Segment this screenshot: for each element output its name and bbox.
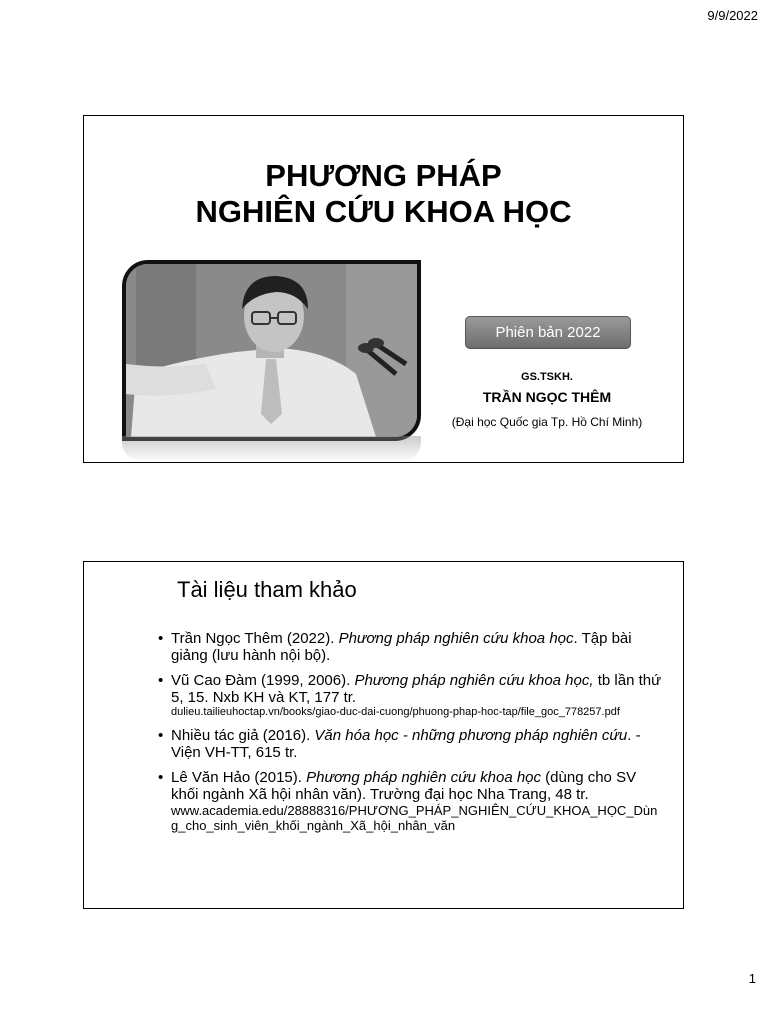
photo-reflection	[122, 436, 421, 462]
slide-title-line2: NGHIÊN CỨU KHOA HỌC	[195, 194, 572, 229]
reference-url[interactable]: dulieu.tailieuhoctap.vn/books/giao-duc-dai-cuong/phuong-phap-hoc-tap/file_goc_778257.pdf	[171, 706, 620, 718]
author-affiliation: (Đại học Quốc gia Tp. Hồ Chí Minh)	[451, 415, 643, 429]
author-photo	[122, 260, 421, 441]
reference-author: Trần Ngọc Thêm (2022).	[171, 630, 339, 647]
author-name: TRẦN NGỌC THÊM	[482, 389, 612, 405]
reference-details: . Tập bài giảng (lưu hành nội bộ).	[171, 630, 632, 664]
reference-title: Phương pháp nghiên cứu khoa học,	[354, 672, 594, 689]
page-number: 1	[748, 971, 756, 986]
reference-author: Nhiều tác giả (2016).	[171, 727, 315, 744]
reference-title: Phương pháp nghiên cứu khoa học	[306, 769, 542, 786]
reference-author: Vũ Cao Đàm	[171, 672, 257, 689]
reference-year: (1999, 2006).	[256, 672, 355, 689]
slide-title	[84, 158, 683, 230]
title-slide	[83, 115, 684, 463]
slide-title-line1: PHƯƠNG PHÁP	[265, 158, 502, 193]
bullet: •	[158, 727, 164, 744]
reference-url[interactable]: www.academia.edu/28888316/PHƯƠNG_PHÁP_NGHIÊN_CỨU_KHOA_HỌC_Dùng_cho_sinh_viên_khối_ngành_Xã_hội_nhân_văn	[171, 803, 658, 833]
reference-title: Văn hóa học - những phương pháp nghiên cứu	[314, 727, 628, 744]
references-slide	[83, 561, 684, 909]
bullet: •	[158, 769, 164, 786]
reference-item	[158, 672, 664, 719]
reference-details: tb lần thứ 5, 15. Nxb KH và KT, 177 tr.	[171, 672, 662, 706]
print-date: 9/9/2022	[707, 8, 758, 23]
reference-title-emphasis: khoa học	[512, 630, 574, 647]
reference-item	[158, 630, 664, 664]
reference-title: Phương pháp nghiên cứu	[338, 630, 513, 647]
reference-item	[158, 727, 664, 761]
reference-item	[158, 769, 664, 833]
bullet: •	[158, 630, 164, 647]
reference-author: Lê Văn Hảo (2015).	[171, 769, 307, 786]
author-photo-illustration	[126, 264, 417, 437]
edition-badge: Phiên bản 2022	[465, 316, 631, 349]
references-heading: Tài liệu tham khảo	[177, 577, 357, 602]
author-degree: GS.TSKH.	[521, 371, 573, 383]
references-list	[158, 630, 664, 841]
reference-details: . - Viện VH-TT, 615 tr.	[171, 727, 641, 761]
reference-details: (dùng cho SV khối ngành Xã hội nhân văn). Trường đại học Nha Trang, 48 tr.	[171, 769, 637, 803]
bullet: •	[158, 672, 164, 689]
